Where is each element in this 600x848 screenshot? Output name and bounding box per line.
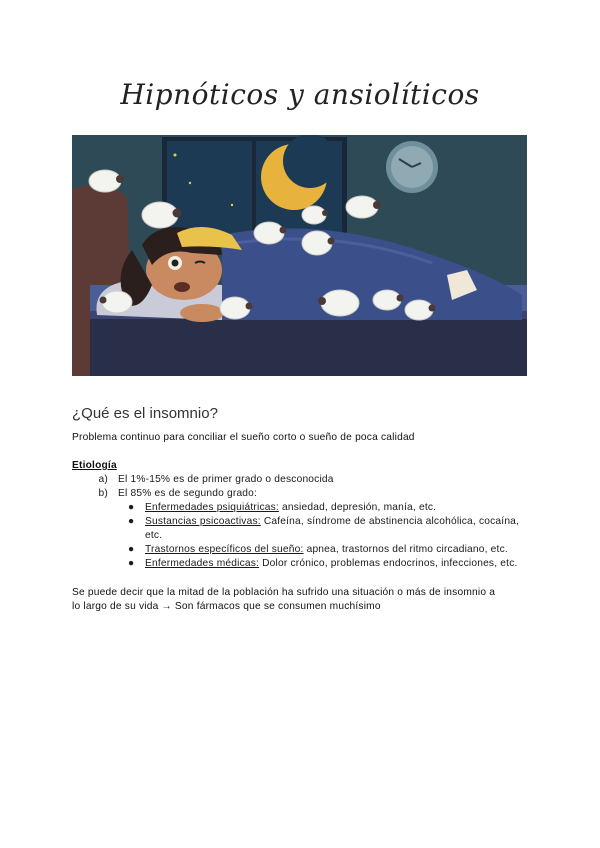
cause-bullet-list [128,501,528,571]
list-item-text: El 85% es de segundo grado: [118,488,258,499]
section-heading: ¿Qué es el insomnio? [72,405,218,422]
etiology-item-b [88,487,257,501]
bullet-term: Enfermedades médicas: [145,558,260,569]
insomnia-illustration [72,135,527,376]
bullet-desc: Dolor crónico, problemas endocrinos, infecciones, etc. [259,558,518,569]
list-item-text: El 1%-15% es de primer grado o desconocida [118,474,334,485]
bullet-dot-icon: ● [128,502,135,513]
bullet-term: Trastornos específicos del sueño: [145,544,304,555]
bullet-term: Enfermedades psiquiátricas: [145,502,279,513]
bullet-dot-icon: ● [128,544,135,555]
bullet-item [128,543,528,557]
closing-line-1: Se puede decir que la mitad de la población ha sufrido una situación o más de insomnio a [72,587,496,598]
bullet-desc: Cafeína, síndrome de abstinencia alcohólica, cocaína, etc. [145,516,520,541]
page-title: Hipnóticos y ansiolíticos [120,78,480,111]
list-marker: a) [98,474,108,485]
closing-line-2: lo largo de su vida → Son fármacos que se consumen muchísimo [72,601,381,612]
bullet-dot-icon: ● [128,558,135,569]
etiology-item-a [88,473,334,487]
list-marker: b) [98,488,108,499]
bullet-item [128,515,528,543]
closing-paragraph [72,586,512,614]
bullet-item [128,501,528,515]
intro-text: Problema continuo para conciliar el sueño corto o sueño de poca calidad [72,432,415,443]
bullet-desc: apnea, trastornos del ritmo circadiano, etc. [303,544,508,555]
bullet-term: Sustancias psicoactivas: [145,516,261,527]
bullet-item [128,557,528,571]
bullet-dot-icon: ● [128,516,135,527]
bullet-desc: ansiedad, depresión, manía, etc. [278,502,437,513]
etiology-label: Etiología [72,460,117,471]
